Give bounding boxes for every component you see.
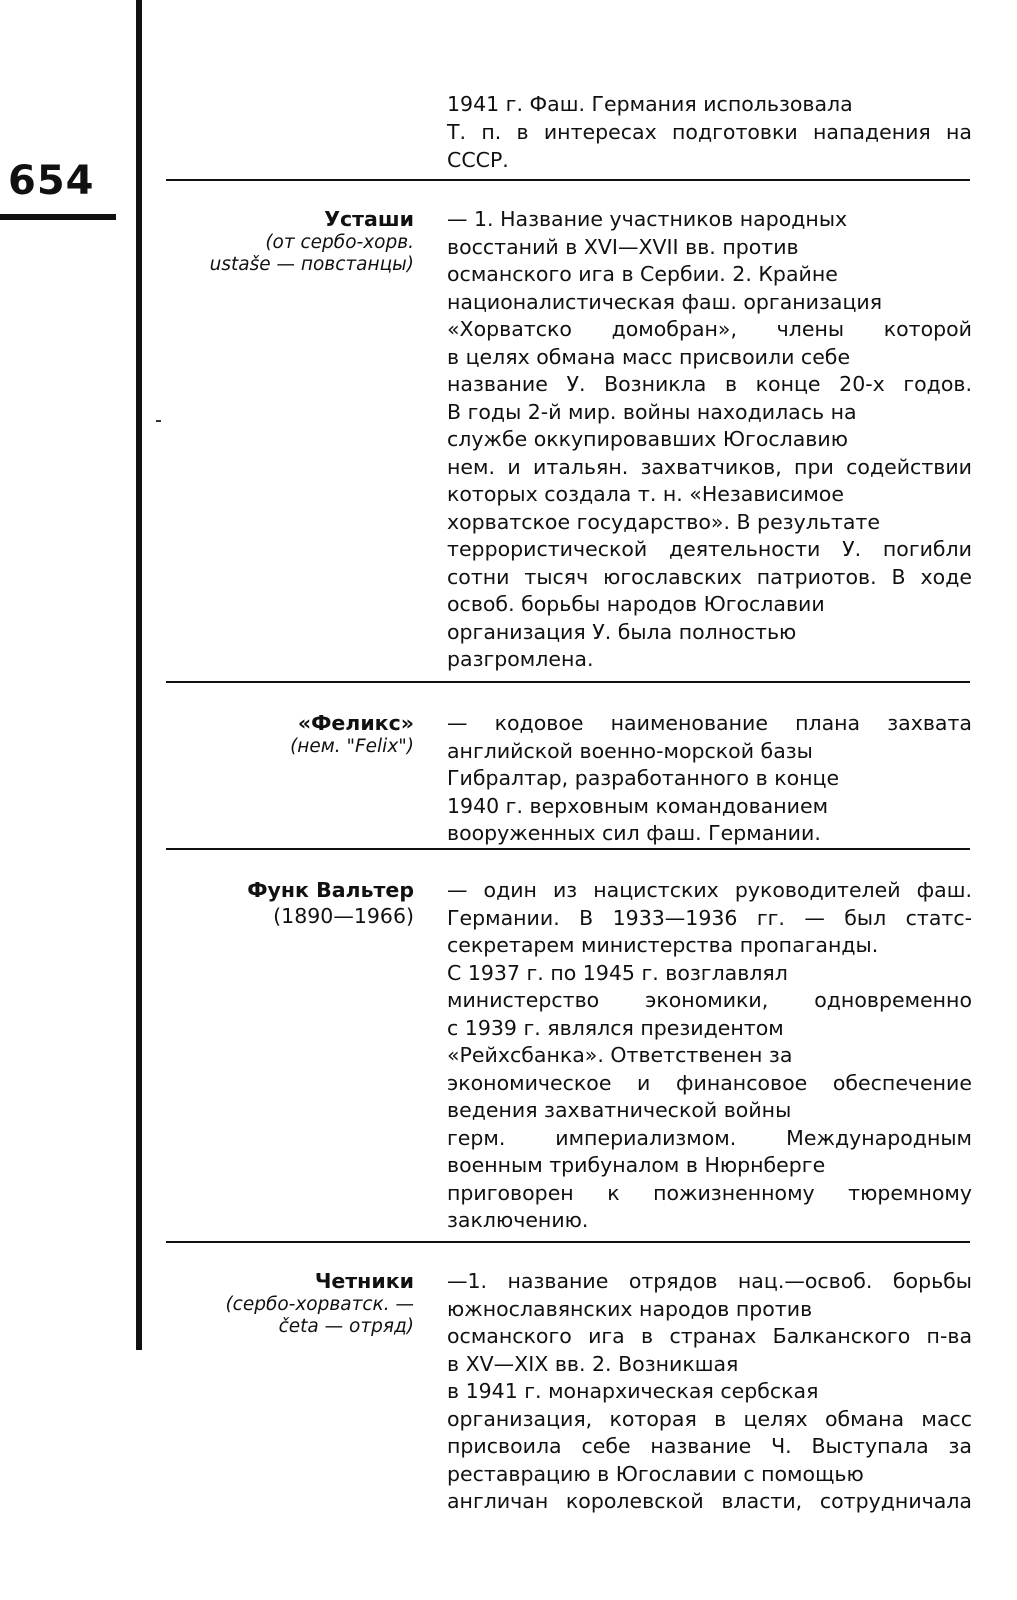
text-line: 1940 г. верховным командованием [447, 793, 829, 818]
entry-divider [166, 848, 970, 850]
page-number: 654 [8, 158, 95, 204]
text-line: восстаний в XVI—XVII вв. против [447, 234, 799, 259]
text-line: С 1937 г. по 1945 г. возглавлял [447, 960, 788, 985]
text-line: —1. название отрядов нац.—освоб. борьбы [447, 1269, 972, 1293]
entry-term: Функ Вальтер [247, 878, 414, 902]
text-line: вооруженных сил фаш. Германии. [447, 821, 821, 845]
entry-definition [447, 206, 972, 674]
text-line: организация У. была полностью [447, 619, 797, 644]
text-line: название У. Возникла в конце 20-х годов. [447, 372, 972, 396]
entry-divider [166, 1241, 970, 1243]
text-line: В годы 2-й мир. войны находилась на [447, 399, 857, 424]
text-line: заключению. [447, 1208, 589, 1232]
text-line: освоб. борьбы народов Югославии [447, 592, 825, 616]
text-line: в 1941 г. монархическая сербская [447, 1379, 819, 1403]
text-line: приговорен к пожизненному тюремному [447, 1180, 972, 1205]
text-line: ведения захватнической войны [447, 1098, 792, 1122]
entry-divider [166, 179, 970, 181]
text-line: в целях обмана масс присвоили себе [447, 344, 851, 369]
entry-term-block [170, 1268, 414, 1338]
entry-definition [447, 710, 972, 848]
text-line: реставрацию в Югославии с помощью [447, 1461, 864, 1486]
text-line: «Хорватско домобран», члены которой [447, 317, 972, 341]
entry-life-dates: (1890—1966) [273, 904, 414, 928]
text-line: 1941 г. Фаш. Германия использовала [447, 92, 853, 116]
text-line: английской военно-морской базы [447, 738, 813, 763]
text-line: — один из нацистских руководителей фаш. [447, 878, 972, 902]
entry-term: Усташи [324, 207, 414, 231]
entry-etymology: (нем. "Felix") [290, 736, 414, 757]
text-line: «Рейхсбанка». Ответственен за [447, 1043, 793, 1067]
text-line: военным трибуналом в Нюрнберге [447, 1153, 826, 1177]
text-line: Гибралтар, разработанного в конце [447, 766, 840, 790]
text-line: террористической деятельности У. погибли [447, 537, 972, 561]
text-line: Германии. В 1933—1936 гг. — был статс- [447, 905, 972, 930]
text-line: герм. империализмом. Международным [447, 1125, 972, 1150]
text-line: министерство экономики, одновременно [447, 988, 972, 1012]
text-line: Т. п. в интересах подготовки нападения на [447, 120, 972, 144]
entry-term-block [170, 710, 414, 758]
text-line: присвоила себе название Ч. Выступала за [447, 1434, 972, 1458]
entry-term-block [170, 206, 414, 276]
text-line: южнославянских народов против [447, 1296, 813, 1321]
text-line: националистическая фаш. организация [447, 289, 883, 314]
text-line: османского ига в странах Балканского п-ва [447, 1324, 972, 1348]
page-number-underline [0, 214, 116, 220]
text-line: с 1939 г. являлся президентом [447, 1015, 784, 1040]
print-speck [156, 420, 161, 422]
text-line: которых создала т. н. «Независимое [447, 482, 844, 506]
entry-etymology: (от сербо-хорв. [265, 232, 414, 253]
entry-definition [447, 877, 972, 1235]
text-line: османского ига в Сербии. 2. Крайне [447, 262, 838, 286]
text-line: организация, которая в целях обмана масс [447, 1406, 972, 1431]
text-line: в XV—XIX вв. 2. Возникшая [447, 1351, 739, 1376]
text-line: — 1. Название участников народных [447, 207, 848, 231]
entry-definition [447, 1268, 972, 1516]
entry-term: «Феликс» [297, 711, 414, 735]
text-line: СССР. [447, 148, 509, 172]
text-line: англичан королевской власти, сотрудничала [447, 1489, 972, 1513]
text-line: — кодовое наименование плана захвата [447, 711, 972, 735]
entry-divider [166, 681, 970, 683]
text-line: нем. и итальян. захватчиков, при содействии [447, 454, 972, 479]
entry-term-block [170, 877, 414, 929]
continuation-text [447, 90, 972, 174]
margin-vertical-rule [136, 0, 142, 1350]
text-line: экономическое и финансовое обеспечение [447, 1070, 972, 1095]
text-line: службе оккупировавших Югославию [447, 427, 848, 451]
entry-etymology: četa — отряд) [278, 1316, 414, 1337]
text-line: секретарем министерства пропаганды. [447, 933, 879, 957]
entry-term: Четники [314, 1269, 414, 1293]
entry-etymology: (сербо-хорватск. — [225, 1294, 414, 1315]
text-line: хорватское государство». В результате [447, 509, 880, 534]
text-line: разгромлена. [447, 647, 594, 671]
text-line: сотни тысяч югославских патриотов. В ходе [447, 564, 972, 589]
entry-etymology: ustaše — повстанцы) [209, 254, 414, 275]
